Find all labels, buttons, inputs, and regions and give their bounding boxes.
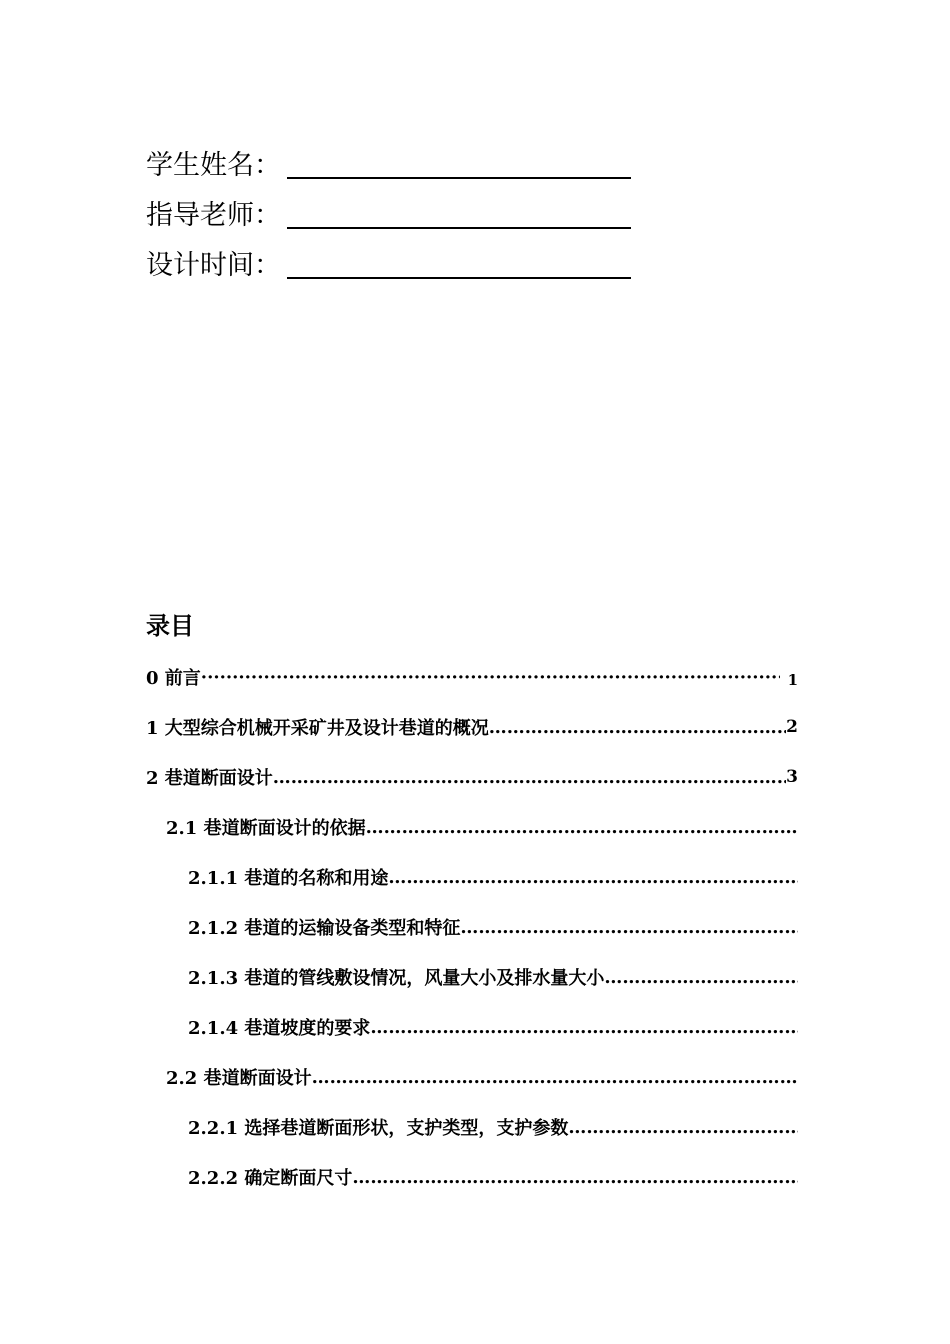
toc-entry-text: 2.1.2 巷道的运输设备类型和特征: [188, 918, 461, 939]
toc-entry[interactable]: [146, 652, 798, 702]
toc-entry[interactable]: [146, 852, 798, 902]
student-name-label: 学生姓名：: [146, 150, 281, 181]
toc-entry-text: 0 前言: [146, 668, 201, 689]
teacher-row: [146, 184, 631, 234]
toc-leader: [370, 1017, 798, 1038]
toc-leader: [352, 1167, 798, 1188]
toc-entry-text: 2 巷道断面设计: [146, 768, 273, 789]
toc-entry[interactable]: [146, 1102, 798, 1152]
toc-page-number: 2: [786, 717, 798, 737]
toc-leader: [604, 967, 798, 988]
toc-entry-text: 2.2.2 确定断面尺寸: [188, 1168, 353, 1189]
student-info-block: [146, 134, 631, 284]
toc-leader: [201, 667, 780, 688]
toc-entry[interactable]: [146, 952, 798, 1002]
toc-entry-text: 2.1.3 巷道的管线敷设情况，风量大小及排水量大小: [188, 968, 605, 989]
toc-entry-text: 1 大型综合机械开采矿井及设计巷道的概况: [146, 718, 489, 739]
teacher-field[interactable]: [287, 199, 631, 229]
toc-entry-text: 2.2 巷道断面设计: [166, 1068, 312, 1089]
toc-entry[interactable]: [146, 1002, 798, 1052]
toc-page-number: 1: [787, 671, 798, 689]
toc-entry[interactable]: [146, 902, 798, 952]
toc-leader: [273, 767, 786, 788]
table-of-contents: [146, 652, 798, 1202]
toc-leader: [366, 817, 798, 838]
toc-entry-text: 2.1 巷道断面设计的依据: [166, 818, 366, 839]
toc-leader: [568, 1117, 798, 1138]
toc-entry[interactable]: [146, 1152, 798, 1202]
toc-leader: [489, 717, 786, 738]
design-time-row: [146, 234, 631, 284]
teacher-label: 指导老师：: [146, 200, 281, 231]
toc-leader: [312, 1067, 798, 1088]
toc-page-number: 3: [786, 767, 798, 787]
toc-entry[interactable]: [146, 752, 798, 802]
toc-entry-text: 2.1.1 巷道的名称和用途: [188, 868, 389, 889]
toc-leader: [460, 917, 798, 938]
toc-title: 录目: [146, 612, 194, 640]
toc-leader: [388, 867, 798, 888]
student-name-field[interactable]: [287, 149, 631, 179]
toc-entry-text: 2.2.1 选择巷道断面形状，支护类型，支护参数: [188, 1118, 569, 1139]
toc-entry[interactable]: [146, 702, 798, 752]
toc-entry-text: 2.1.4 巷道坡度的要求: [188, 1018, 371, 1039]
design-time-label: 设计时间：: [146, 250, 281, 281]
toc-entry[interactable]: [146, 802, 798, 852]
design-time-field[interactable]: [287, 249, 631, 279]
toc-entry[interactable]: [146, 1052, 798, 1102]
student-name-row: [146, 134, 631, 184]
